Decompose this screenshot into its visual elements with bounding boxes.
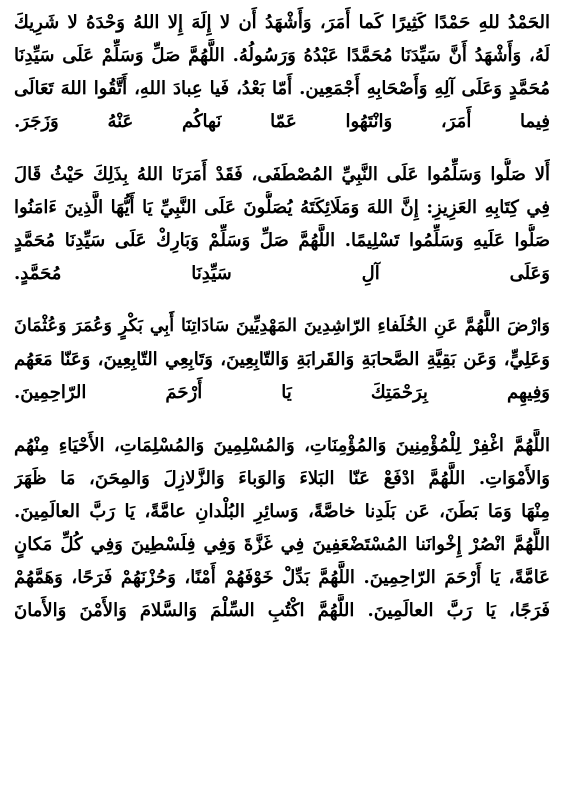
text-line: مُحَمَّدٍ وَعَلَى آلِهِ وَأَصْحَابِهِ أَجْمَعِين. أَمّا بَعْدُ، فَيا عِبادَ اللهِ، أَتَّقُوا اللهَ تَعَالَى (14, 78, 550, 99)
paragraph-caliphs (14, 310, 550, 409)
text-line: وَعَلَى آلِ سَيِّدِنَا مُحَمَّدٍ. (14, 263, 550, 284)
text-line: فِي كِتَابِهِ العَزِيزِ: إِنَّ اللهَ وَمَلَائِكَتَهُ يُصَلُّونَ عَلَى النَّبِيِّ يَا أَيُّهَا الَّذِينَ ءَامَنُوا (14, 197, 550, 218)
text-line: عَامَّةً، يَا أَرْحَمَ الرّاحِمِينَ. اللَّهُمَّ بَدِّلْ خَوْفَهُمْ أَمْنًا، وَحُزْنَهُمْ فَرَحًا، وَهَمَّهُمْ (14, 567, 550, 588)
paragraph-salawat (14, 158, 550, 290)
text-line: أَلا صَلُّوا وَسَلِّمُوا عَلَى النَّبِيِّ المُصْطَفَى، فَقَدْ أَمَرَنَا اللهُ بِذَلِكَ حَيْثُ قَالَ (14, 164, 550, 185)
text-line: صَلُّوا عَلَيهِ وَسَلِّمُوا تَسْلِيمًا. اللَّهُمَّ صَلِّ وَسَلِّمْ وَبَارِكْ عَلَى سَيِّدِنَا مُحَمَّدٍ (14, 230, 550, 251)
text-line: وَالأَمْوَاتِ. اللَّهُمَّ ادْفَعْ عَنّا البَلاءَ وَالوَباءَ وَالزَّلازِلَ وَالمِحَنَ، مَا ظَهَرَ (14, 468, 550, 489)
text-line: وَفِيهِم بِرَحْمَتِكَ يَا أَرْحَمَ الرّاحِمِينَ. (14, 382, 550, 403)
text-line: وَارْضَ اللَّهُمَّ عَنِ الخُلَفاءِ الرّاشِدِينَ المَهْدِيِّينَ سَادَاتِنَا أَبِي بَكْرٍ وَعُمَرَ وَعُثْمَانَ (14, 316, 550, 336)
paragraph-gap (14, 409, 550, 429)
text-line: مِنْهَا وَمَا بَطَنَ، عَن بَلَدِنا خاصَّةً، وَسائِرِ البُلْدانِ عامَّةً، يَا رَبَّ العالَمِينَ. (14, 501, 550, 522)
text-line: الحَمْدُ للهِ حَمْدًا كَثِيرًا كَما أَمَرَ، وَأَشْهَدُ أَن لا إِلَهَ إِلا اللهُ وَحْدَهُ لا شَرِيكَ (14, 12, 550, 33)
text-line: فَرَجًا، يَا رَبَّ العالَمِينَ. اللَّهُمَّ اكْتُبِ السِّلْمَ وَالسَّلامَ وَالأَمْنَ وَالأَمانَ (14, 600, 550, 621)
text-line: اللَّهُمَّ انْصُرْ إِخْوانَنا المُسْتَضْعَفِينَ فِي غَزَّةَ وَفِي فِلَسْطِينَ وَفِي كُلِّ مَكانٍ (14, 534, 550, 555)
paragraph-gap (14, 290, 550, 310)
paragraph-supplication (14, 429, 550, 627)
text-line: فِيما أَمَرَ، وَانْتَهُوا عَمّا نَهاكُم عَنْهُ وَزَجَرَ. (14, 111, 550, 132)
paragraph-opening (14, 6, 550, 138)
text-line: اللَّهُمَّ اغْفِرْ لِلْمُؤْمِنِينَ وَالمُؤْمِنَاتِ، وَالمُسْلِمِينَ وَالمُسْلِمَاتِ، الأَحْيَاءِ مِنْهُم (14, 435, 550, 456)
text-line: وَعَلِيٍّ، وَعَن بَقِيَّةِ الصَّحابَةِ وَالقَرابَةِ وَالتّابِعِينَ، وَتَابِعِي التّابِعِينَ، وَعَنّا مَعَهُم (14, 349, 550, 370)
text-line: لَهُ، وَأَشْهَدُ أَنَّ سَيِّدَنَا مُحَمَّدًا عَبْدُهُ وَرَسُولُهُ. اللَّهُمَّ صَلِّ وَسَلِّمْ عَلَى سَيِّدِنَا (14, 45, 550, 66)
paragraph-gap (14, 138, 550, 158)
